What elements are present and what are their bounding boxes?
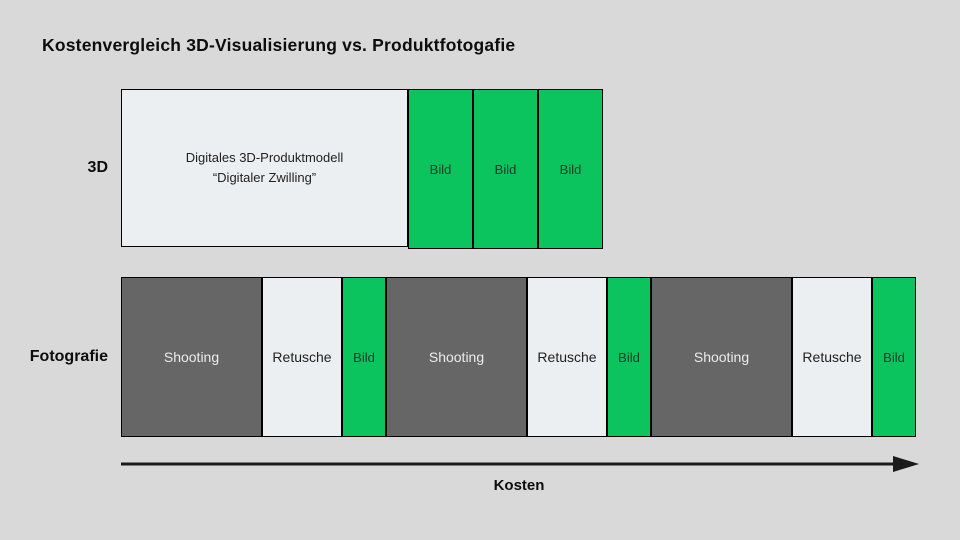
shooting-box-3: Shooting	[651, 277, 792, 437]
bild-box-foto-3: Bild	[872, 277, 916, 437]
digital-model-line1: Digitales 3D-Produktmodell	[185, 150, 344, 165]
bild-box-foto-1: Bild	[342, 277, 386, 437]
bar-3d	[121, 89, 603, 249]
retusche-box-2: Retusche	[527, 277, 607, 437]
cost-axis-label: Kosten	[493, 477, 545, 494]
row-label-3d: 3D	[87, 159, 108, 176]
digital-model-box	[121, 89, 408, 247]
digital-model-line2: “Digitaler Zwilling”	[212, 170, 317, 185]
retusche-box-3: Retusche	[792, 277, 872, 437]
bild-box-3d-2: Bild	[473, 89, 538, 249]
shooting-box-1: Shooting	[121, 277, 262, 437]
diagram-title: Kostenvergleich 3D-Visualisierung vs. Produktfotogafie	[42, 35, 516, 55]
bild-box-3d-1: Bild	[408, 89, 473, 249]
bar-fotografie	[121, 277, 916, 437]
cost-axis-arrow-icon	[121, 454, 921, 476]
retusche-box-1: Retusche	[262, 277, 342, 437]
row-label-fotografie: Fotografie	[29, 348, 108, 365]
bild-box-foto-2: Bild	[607, 277, 651, 437]
shooting-box-2: Shooting	[386, 277, 527, 437]
bild-box-3d-3: Bild	[538, 89, 603, 249]
